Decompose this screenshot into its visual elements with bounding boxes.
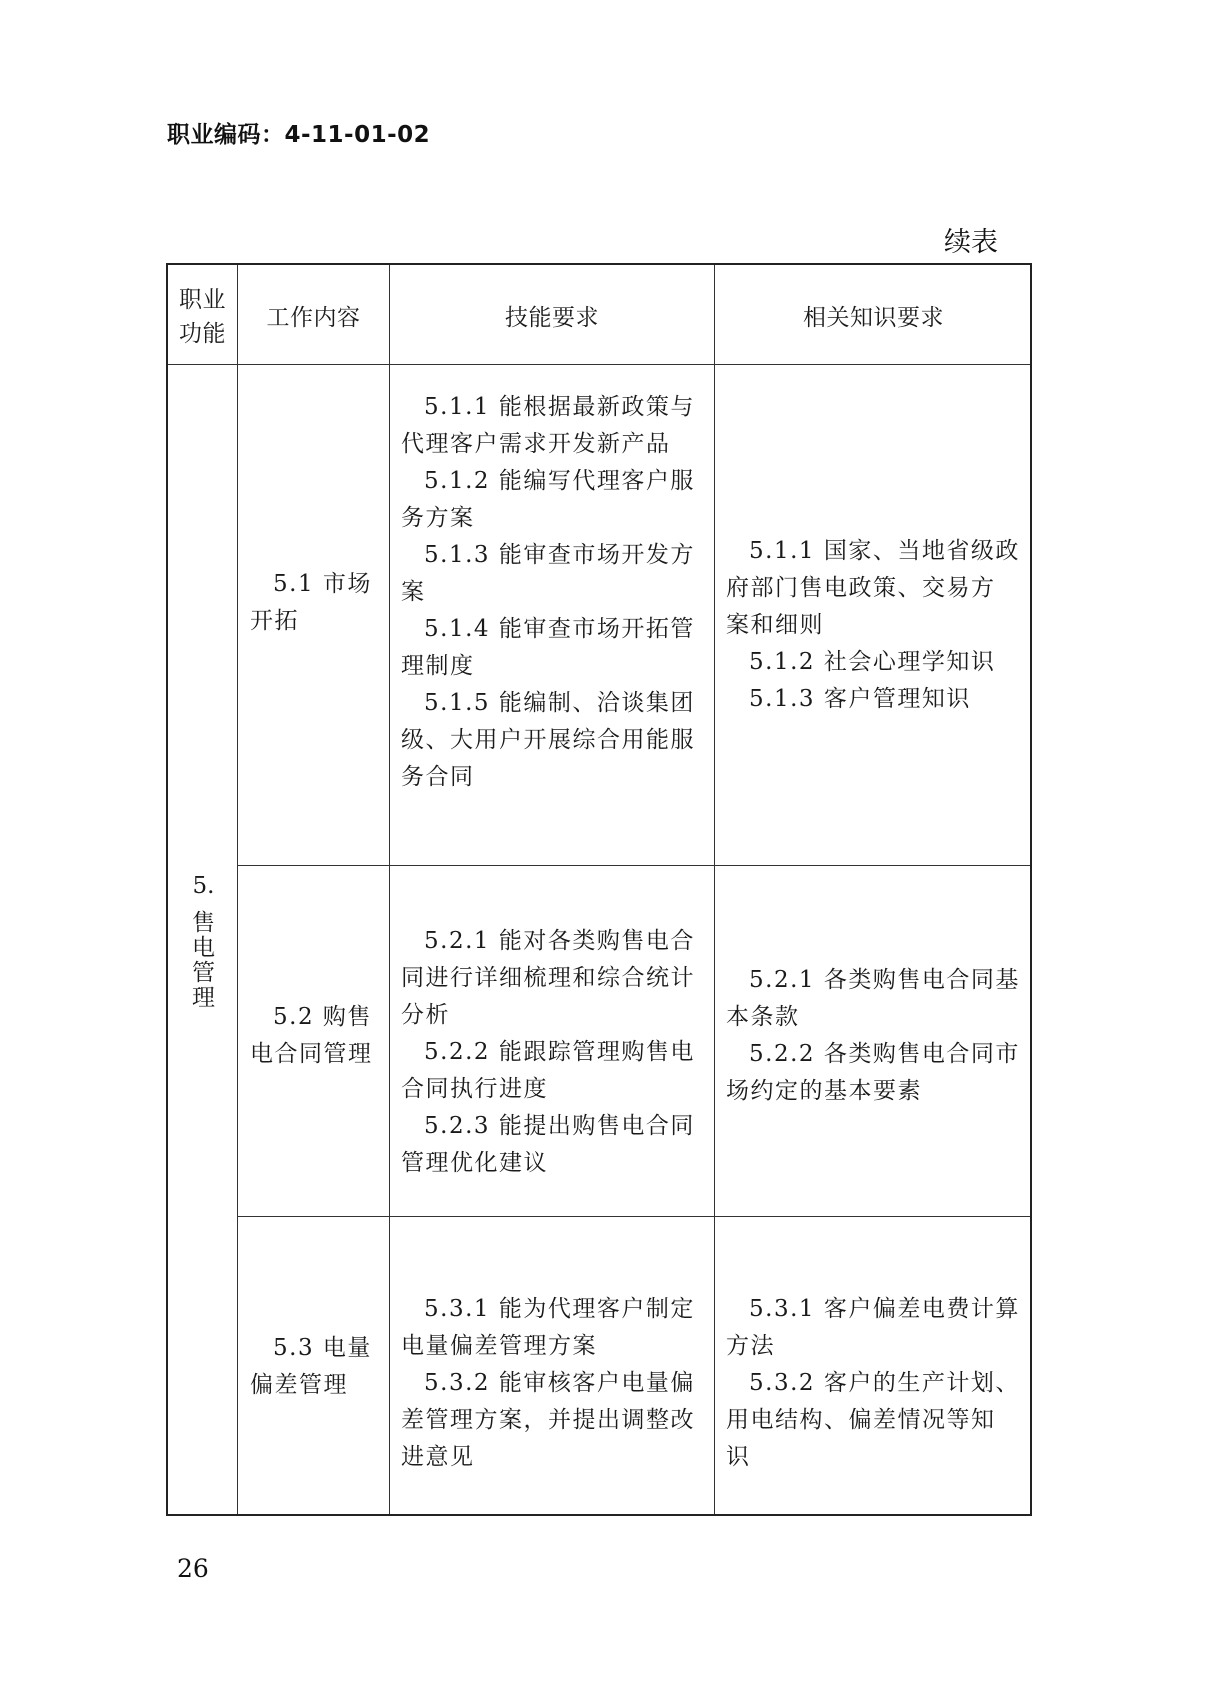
row-divider-2	[237, 1216, 1030, 1217]
skill-item-cont: 差管理方案，并提出调整改	[401, 1407, 695, 1433]
skill-item-cont: 同进行详细梳理和综合统计	[401, 965, 695, 991]
knowledge-item-cont: 府部门售电政策、交易方	[726, 575, 996, 601]
work-line: 电合同管理	[250, 1041, 373, 1067]
skill-item: 5.1.3 能审查市场开发方	[424, 542, 695, 568]
knowledge-item-cont: 本条款	[726, 1004, 800, 1030]
function-char: 管	[192, 960, 215, 986]
skill-item-cont: 案	[401, 579, 426, 605]
knowledge-item: 5.1.2 社会心理学知识	[749, 649, 996, 675]
function-number: 5.	[192, 873, 215, 899]
knowledge-item: 5.3.2 客户的生产计划、	[749, 1370, 1020, 1396]
skills-5-1	[401, 389, 711, 796]
competency-table	[166, 263, 1032, 1516]
function-char: 理	[192, 985, 215, 1011]
skill-item-cont: 级、大用户开展综合用能服	[401, 727, 695, 753]
header-work-content: 工作内容	[266, 305, 361, 331]
skill-item: 5.1.1 能根据最新政策与	[424, 394, 695, 420]
work-line: 开拓	[250, 608, 299, 634]
knowledge-item-cont: 方法	[726, 1333, 775, 1359]
skills-5-2	[401, 923, 711, 1182]
knowledge-item: 5.2.1 各类购售电合同基	[749, 967, 1020, 993]
work-line: 偏差管理	[250, 1372, 348, 1398]
skill-item-cont: 务合同	[401, 764, 475, 790]
skill-item-cont: 分析	[401, 1002, 450, 1028]
work-content-5-1	[250, 566, 385, 640]
knowledge-item: 5.1.3 客户管理知识	[749, 686, 971, 712]
skill-item: 5.2.1 能对各类购售电合	[424, 928, 695, 954]
skill-item-cont: 管理优化建议	[401, 1150, 548, 1176]
skills-5-3	[401, 1291, 711, 1476]
skill-item-cont: 电量偏差管理方案	[401, 1333, 597, 1359]
header-function	[168, 283, 237, 351]
knowledge-5-2	[726, 962, 1031, 1110]
work-content-5-3	[250, 1330, 385, 1404]
header-function-line1: 职业	[179, 287, 226, 313]
work-content-5-2	[250, 999, 385, 1073]
knowledge-item: 5.1.1 国家、当地省级政	[749, 538, 1020, 564]
work-line: 5.1 市场	[273, 571, 372, 597]
skill-item: 5.2.2 能跟踪管理购售电	[424, 1039, 695, 1065]
continued-table-label: 续表	[944, 227, 998, 258]
skill-item: 5.1.5 能编制、洽谈集团	[424, 690, 695, 716]
skill-item: 5.2.3 能提出购售电合同	[424, 1113, 695, 1139]
skill-item-cont: 进意见	[401, 1444, 475, 1470]
skill-item-cont: 代理客户需求开发新产品	[401, 431, 671, 457]
skill-item-cont: 务方案	[401, 505, 475, 531]
header-function-line2: 功能	[179, 321, 226, 347]
knowledge-item-cont: 识	[726, 1444, 751, 1470]
col-divider-3	[714, 265, 715, 1514]
row-divider-1	[237, 865, 1030, 866]
skill-item: 5.1.2 能编写代理客户服	[424, 468, 695, 494]
col-divider-2	[389, 265, 390, 1514]
skill-item: 5.1.4 能审查市场开拓管	[424, 616, 695, 642]
occupation-code: 职业编码：4-11-01-02	[167, 122, 431, 148]
skill-item-cont: 合同执行进度	[401, 1076, 548, 1102]
knowledge-item: 5.2.2 各类购售电合同市	[749, 1041, 1020, 1067]
skill-item-cont: 理制度	[401, 653, 475, 679]
header-divider	[168, 364, 1030, 365]
knowledge-5-3	[726, 1291, 1031, 1476]
work-line: 5.2 购售	[273, 1004, 372, 1030]
knowledge-5-1	[726, 533, 1031, 718]
knowledge-item-cont: 场约定的基本要素	[726, 1078, 922, 1104]
skill-item: 5.3.2 能审核客户电量偏	[424, 1370, 695, 1396]
work-line: 5.3 电量	[273, 1335, 372, 1361]
function-char: 售	[192, 910, 215, 936]
knowledge-item: 5.3.1 客户偏差电费计算	[749, 1296, 1020, 1322]
header-knowledge-requirements: 相关知识要求	[803, 305, 944, 331]
page-number: 26	[177, 1554, 209, 1583]
knowledge-item-cont: 用电结构、偏差情况等知	[726, 1407, 996, 1433]
knowledge-item-cont: 案和细则	[726, 612, 824, 638]
function-char: 电	[192, 935, 215, 961]
function-label	[168, 874, 239, 1011]
header-skill-requirements: 技能要求	[505, 305, 599, 331]
skill-item: 5.3.1 能为代理客户制定	[424, 1296, 695, 1322]
